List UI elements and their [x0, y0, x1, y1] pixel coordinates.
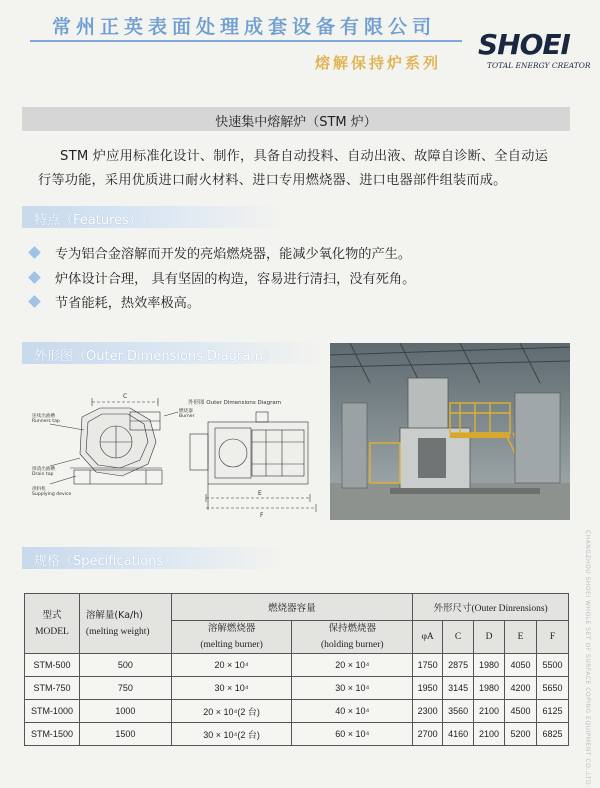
- cell-dim-f: 6825: [536, 723, 568, 746]
- header-melting-weight: [79, 594, 171, 654]
- dimension-e-label: E: [258, 490, 262, 497]
- cell-melt-burner: 20 × 10⁴(2 台): [171, 700, 292, 723]
- cell-model: STM-750: [25, 677, 80, 700]
- cell-model: STM-500: [25, 654, 80, 677]
- cell-model: STM-1500: [25, 723, 80, 746]
- dimension-f-label: F: [260, 512, 264, 519]
- logo-tagline: TOTAL ENERGY CREATOR: [487, 61, 591, 70]
- cell-hold-burner: 20 × 10⁴: [292, 654, 413, 677]
- diagram-callout-cn: 排渣出液槽: [32, 467, 55, 472]
- feature-text: 专为铝合金溶解而开发的亮焰燃烧器，能减少氧化物的产生。: [55, 247, 412, 262]
- cell-dim-e: 4050: [505, 654, 537, 677]
- cell-dim-e: 4500: [505, 700, 537, 723]
- header-melt-burner-cn: 溶解燃烧器: [207, 623, 256, 634]
- diamond-bullet-icon: [28, 246, 41, 259]
- plan-view-drawing: [190, 412, 316, 512]
- cell-dim-c: 4160: [443, 723, 474, 746]
- header-dim-d: D: [474, 621, 505, 654]
- feature-text: 炉体设计合理， 具有坚固的构造，容易进行清扫，没有死角。: [55, 272, 416, 287]
- header-dim-a: φA: [413, 621, 443, 654]
- header-hold-burner-en: (holding burner): [321, 640, 384, 650]
- header-melt-burner-en: (melting burner): [200, 640, 263, 650]
- cell-melt: 1000: [79, 700, 171, 723]
- specs-section-header: [22, 547, 282, 569]
- outer-dimensions-diagram: [30, 372, 320, 522]
- header-model-cn: 型式: [42, 609, 62, 621]
- header-rule: [30, 40, 462, 42]
- header-melt-cn: 溶解量(Ka/h): [85, 609, 143, 621]
- cell-melt: 750: [79, 677, 171, 700]
- cell-dim-a: 2700: [413, 723, 443, 746]
- cell-dim-d: 1980: [474, 677, 505, 700]
- table-header-row: [25, 594, 569, 621]
- header-dim-f: F: [536, 621, 568, 654]
- diagram-callout-cn: 供料机: [32, 487, 46, 492]
- header-outer-dimensions: 外形尺寸(Outer Dinrensions): [413, 594, 569, 621]
- header-melting-burner: [171, 621, 292, 654]
- cell-dim-a: 1950: [413, 677, 443, 700]
- diagram-title: 外形图 Outer Dimensions Diagram: [188, 400, 282, 406]
- dimensions-section-header: [22, 342, 322, 364]
- header-burner-capacity: 燃烧器容量: [171, 594, 412, 621]
- shoei-logo: SHOEI: [478, 28, 570, 61]
- cell-melt-burner: 30 × 10⁴: [171, 677, 292, 700]
- cell-dim-c: 3145: [443, 677, 474, 700]
- series-name: 熔解保持炉系列: [315, 54, 442, 72]
- feature-item: [30, 243, 411, 262]
- header-dim-c: C: [443, 621, 474, 654]
- header-model: [25, 594, 80, 654]
- dimension-c-label: C: [123, 393, 128, 400]
- table-row: [25, 677, 569, 700]
- features-section-header: [22, 206, 282, 228]
- cell-dim-f: 5650: [536, 677, 568, 700]
- furnace-photo: [330, 343, 570, 520]
- cell-dim-f: 5500: [536, 654, 568, 677]
- cell-dim-d: 2100: [474, 700, 505, 723]
- feature-item: [30, 292, 200, 311]
- diagram-callout-cn: 燃烧器: [179, 409, 193, 414]
- header-hold-burner-cn: 保持燃烧器: [328, 623, 377, 634]
- header-model-en: MODEL: [35, 626, 69, 637]
- features-heading: 特点（Features）:: [34, 213, 147, 228]
- page-title: 快速集中熔解炉（STM 炉）: [215, 115, 377, 130]
- table-row: [25, 700, 569, 723]
- cell-model: STM-1000: [25, 700, 80, 723]
- cell-dim-f: 6125: [536, 700, 568, 723]
- header-dim-e: E: [505, 621, 537, 654]
- diagram-callout-en: Drain tap: [32, 472, 54, 477]
- side-view-drawing: [50, 398, 178, 484]
- diamond-bullet-icon: [28, 271, 41, 284]
- cell-hold-burner: 60 × 10⁴: [292, 723, 413, 746]
- cell-melt: 1500: [79, 723, 171, 746]
- diagram-callout-cn: 连续出液槽: [32, 414, 55, 419]
- cell-dim-a: 1750: [413, 654, 443, 677]
- cell-melt: 500: [79, 654, 171, 677]
- dimensions-heading: 外形图（Outer Dimensions Diagram）: [34, 349, 276, 364]
- diamond-bullet-icon: [28, 295, 41, 308]
- cell-dim-c: 2875: [443, 654, 474, 677]
- cell-dim-d: 2100: [474, 723, 505, 746]
- table-row: [25, 654, 569, 677]
- cell-dim-d: 1980: [474, 654, 505, 677]
- feature-text: 节省能耗，热效率极高。: [55, 296, 201, 311]
- specifications-table: [24, 593, 569, 746]
- title-bar: [22, 107, 570, 131]
- table-row: [25, 723, 569, 746]
- specs-heading: 规格（Specifications）: [34, 554, 177, 569]
- feature-item: [30, 268, 415, 287]
- company-name: 常州正英表面处理成套设备有限公司: [52, 16, 437, 38]
- diagram-callout-en: Burner: [179, 414, 195, 419]
- cell-hold-burner: 30 × 10⁴: [292, 677, 413, 700]
- cell-dim-e: 5200: [505, 723, 537, 746]
- cell-melt-burner: 30 × 10⁴(2 台): [171, 723, 292, 746]
- header-holding-burner: [292, 621, 413, 654]
- diagram-callout-en: Supplying device: [32, 492, 72, 497]
- cell-dim-e: 4200: [505, 677, 537, 700]
- intro-paragraph: STM 炉应用标准化设计、制作，具备自动投料、自动出液、故障自诊断、全自动运行等功能，采用优质进口耐火材料、进口专用燃烧器、进口电器部件组装而成。: [38, 149, 548, 188]
- side-company-text: CHANGZHOU SHOEI WHOLE SET OF SURFACE COPING EQUIPMENT CO.,LTD.: [584, 530, 591, 788]
- diagram-callout-en: Runners tap: [32, 419, 60, 424]
- cell-dim-c: 3560: [443, 700, 474, 723]
- cell-melt-burner: 20 × 10⁴: [171, 654, 292, 677]
- cell-hold-burner: 40 × 10⁴: [292, 700, 413, 723]
- header-melt-en: (melting weight): [85, 626, 150, 637]
- cell-dim-a: 2300: [413, 700, 443, 723]
